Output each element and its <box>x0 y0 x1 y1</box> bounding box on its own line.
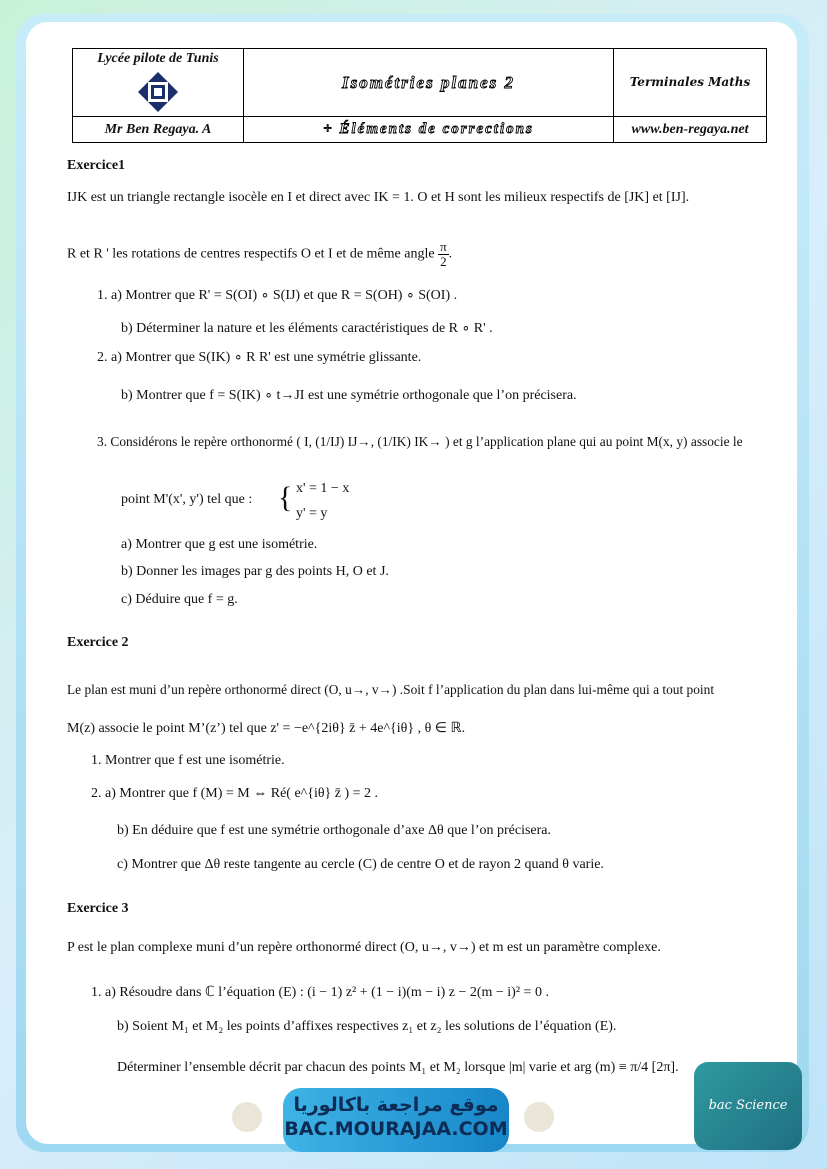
ex2-line1: Le plan est muni d’un repère orthonormé direct (O, u→, v→) .Soit f l’application du plan dans lui-même qui a tout point <box>67 682 715 697</box>
site-banner[interactable] <box>283 1088 509 1152</box>
ex1-line2: R et R ' les rotations de centres respectifs O et I et de même angle $\frac{\pi}{2}$ . <box>67 239 453 269</box>
teacher-name: Mr Ben Regaya. A <box>73 117 244 143</box>
ex1-q3b: point M'(x', y') tel que : <box>121 492 253 507</box>
angle-denominator: 2 <box>440 253 447 269</box>
ex3-title: Exercice 3 <box>67 901 129 916</box>
header-table <box>72 48 767 143</box>
ex1-line1: IJK est un triangle rectangle isocèle en I et direct avec IK = 1. O et H sont les milieux respectifs de [JK] et [IJ]. <box>67 190 690 205</box>
angle-fraction <box>438 240 449 268</box>
school-cell <box>73 49 244 117</box>
ex2-q1: 1. Montrer que f est une isométrie. <box>91 753 285 768</box>
ex2-q2c: c) Montrer que Δθ reste tangente au cercle (C) de centre O et de rayon 2 quand θ varie. <box>117 857 604 872</box>
banner-site: BAC.MOURAJAA.COM <box>284 1118 508 1140</box>
angle-numerator: π <box>440 239 447 254</box>
book-icon <box>524 1102 554 1132</box>
school-logo-icon <box>137 71 179 113</box>
ex2-q2b: b) En déduire que f est une symétrie orthogonale d’axe Δθ que l’on précisera. <box>117 823 551 838</box>
ex3-q1a: 1. a) Résoudre dans ℂ l’équation (E) : (i − 1) z² + (1 − i)(m − i) z − 2(m − i)² = 0 . <box>91 985 549 1000</box>
bac-science-badge: bac Science <box>694 1062 802 1150</box>
ex3-line1: P est le plan complexe muni d’un repère orthonormé direct (O, u→, v→) et m est un paramètre complexe. <box>67 940 661 955</box>
document-title: Isométries planes 2 <box>341 72 516 92</box>
ex1-q2b: b) Montrer que f = S(IK) ∘ t→JI est une symétrie orthogonale que l’on précisera. <box>121 388 577 403</box>
ex1-title: Exercice1 <box>67 158 126 173</box>
banner-arabic: موقع مراجعة باكالوريا <box>293 1094 499 1116</box>
ex1-q3c: a) Montrer que g est une isométrie. <box>121 537 318 552</box>
ex1-q1b: b) Déterminer la nature et les éléments caractéristiques de R ∘ R' . <box>121 321 493 336</box>
ex1-q1a: 1. a) Montrer que R' = S(OI) ∘ S(IJ) et que R = S(OH) ∘ S(OI) . <box>97 288 458 303</box>
system-eq2: y' = y <box>296 506 328 521</box>
subtitle-cell <box>244 117 614 143</box>
title-cell <box>244 49 614 117</box>
ex1-q3a: 3. Considérons le repère orthonormé ( I, (1/IJ) IJ→, (1/IK) IK→ ) et g l’application plane qui au point M(x, y) associe le <box>97 434 743 449</box>
ex1-q3e: c) Déduire que f = g. <box>121 592 238 607</box>
ex1-q2a: 2. a) Montrer que S(IK) ∘ R R' est une symétrie glissante. <box>97 350 422 365</box>
ex1-line2-text: R et R ' les rotations de centres respectifs O et I et de même angle <box>67 246 435 262</box>
level-label: Terminales Maths <box>629 74 751 89</box>
ex3-q1c: Déterminer l’ensemble décrit par chacun des points M₁ et M₂ lorsque |m| varie et arg (m) ≡ π/4 [2π]. <box>117 1060 679 1075</box>
level-cell <box>614 49 767 117</box>
system-eq1: x' = 1 − x <box>296 481 350 496</box>
book-icon <box>232 1102 262 1132</box>
system-brace: { <box>278 481 293 514</box>
school-name: Lycée pilote de Tunis <box>97 50 219 66</box>
ex1-q3d: b) Donner les images par g des points H, O et J. <box>121 564 389 579</box>
ex2-q2a: 2. a) Montrer que f (M) = M ⇔ Ré( e^{iθ} z̄ ) = 2 . <box>91 786 379 801</box>
website-label: www.ben-regaya.net <box>614 117 767 143</box>
ex3-q1b: b) Soient M₁ et M₂ les points d’affixes respectives z₁ et z₂ les solutions de l’équation (E). <box>117 1019 617 1034</box>
ex2-line2: M(z) associe le point M’(z’) tel que z' = −e^{2iθ} z̄ + 4e^{iθ} , θ ∈ ℝ. <box>67 721 466 736</box>
ex2-title: Exercice 2 <box>67 635 129 650</box>
document-subtitle: + Éléments de corrections <box>323 121 534 137</box>
